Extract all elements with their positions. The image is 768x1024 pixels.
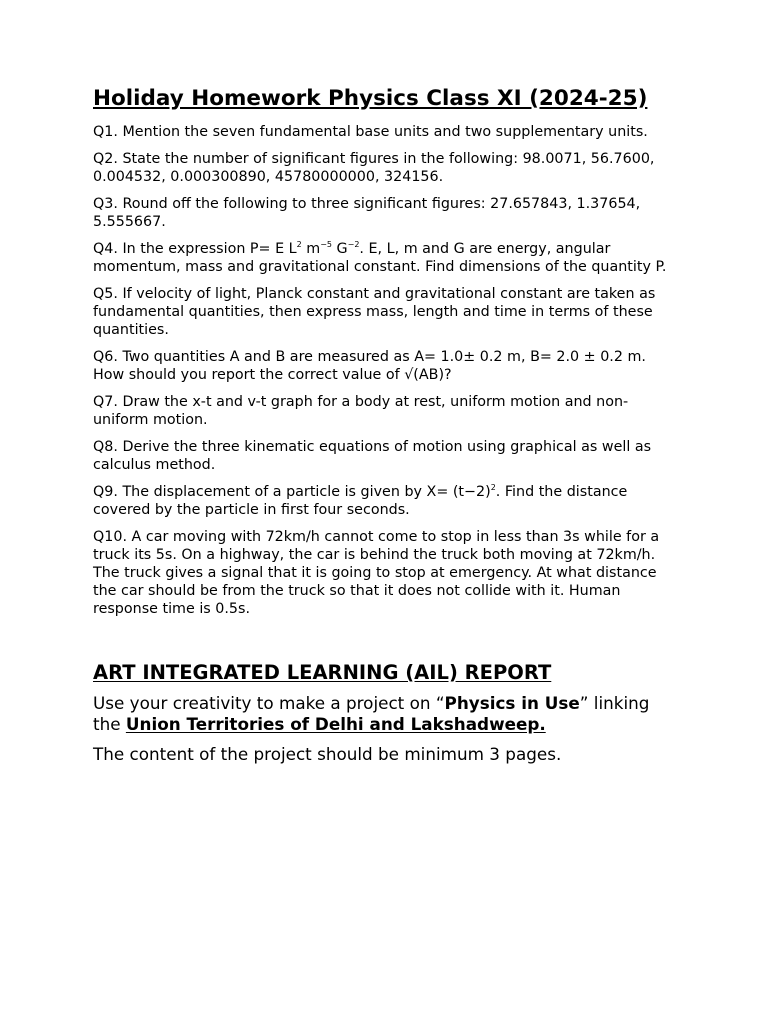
q4-text-part2: m [301, 241, 321, 257]
q4-exponent-m: −5 [320, 240, 332, 249]
question-q1: Q1. Mention the seven fundamental base units and two supplementary units. [93, 124, 648, 140]
ail-instruction-middle: ” linking the [93, 693, 650, 734]
document-title: Holiday Homework Physics Class XI (2024-25) [93, 86, 648, 111]
q9-text-part2: . Find the distance covered by the particle in first four seconds. [93, 484, 628, 518]
ail-project-topic: Physics in Use [444, 693, 580, 713]
q9-exponent: 2 [490, 483, 496, 492]
question-q2: Q2. State the number of significant figures in the following: 98.0071, 56.7600, 0.004532, 0.000300890, 45780000000, 324156. [93, 151, 655, 185]
q4-text-part4: . E, L, m and G are energy, angular momentum, mass and gravitational constant. Find dimensions of the quantity P. [93, 241, 667, 275]
homework-document [93, 86, 678, 774]
question-q5: Q5. If velocity of light, Planck constant and gravitational constant are taken as fundamental quantities, then express mass, length and time in terms of these quantities. [93, 286, 656, 338]
ail-instruction-prefix: Use your creativity to make a project on “ [93, 693, 445, 713]
question-q3: Q3. Round off the following to three significant figures: 27.657843, 1.37654, 5.555667. [93, 196, 641, 230]
ail-instruction [93, 693, 678, 735]
q4-exponent-g: −2 [347, 240, 360, 249]
q4-exponent-l: 2 [296, 240, 302, 249]
ail-report-heading: ART INTEGRATED LEARNING (AIL) REPORT [93, 661, 552, 684]
ail-union-territories: Union Territories of Delhi and Lakshadweep. [125, 714, 546, 734]
question-q10: Q10. A car moving with 72km/h cannot come to stop in less than 3s while for a truck its 5s. On a highway, the car is behind the truck both moving at 72km/h. The truck gives a signal that it is going to stop at emergency. At what distance the car should be from the truck so that it does not collide with it. Human response time is 0.5s. [93, 529, 660, 617]
question-q8: Q8. Derive the three kinematic equations of motion using graphical as well as calculus method. [93, 439, 652, 473]
question-q9 [93, 483, 678, 519]
ail-page-requirement: The content of the project should be minimum 3 pages. [93, 744, 562, 764]
q4-text-part1: Q4. In the expression P= E L [93, 241, 297, 257]
question-q4 [93, 240, 678, 276]
q4-text-part3: G [332, 241, 348, 257]
q9-text-part1: Q9. The displacement of a particle is given by X= (t−2) [93, 484, 491, 500]
question-q6: Q6. Two quantities A and B are measured as A= 1.0± 0.2 m, B= 2.0 ± 0.2 m. How should you report the correct value of √(AB)? [93, 349, 646, 383]
question-q7: Q7. Draw the x-t and v-t graph for a body at rest, uniform motion and non-uniform motion. [93, 394, 629, 428]
